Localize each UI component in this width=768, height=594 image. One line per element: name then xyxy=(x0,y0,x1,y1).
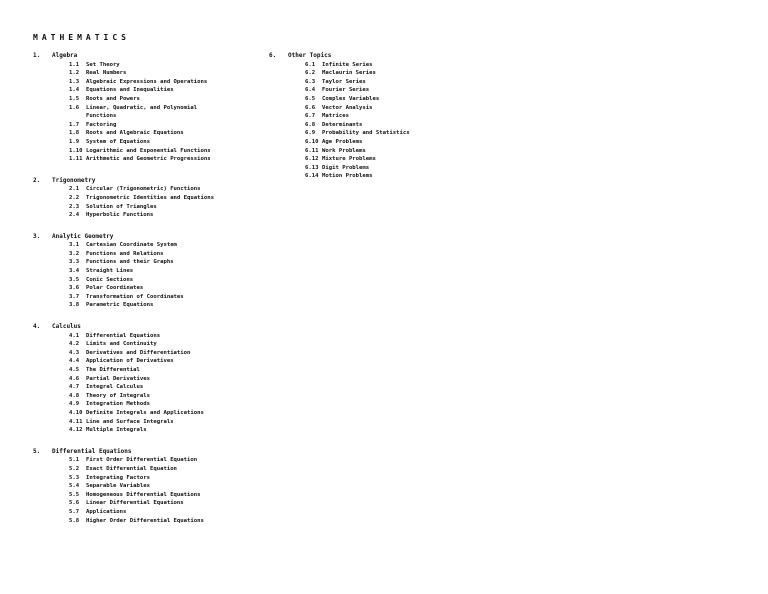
topic-item[interactable] xyxy=(33,267,268,276)
topic-number: 6.11 xyxy=(305,147,319,154)
topic-item[interactable] xyxy=(33,129,268,138)
topic-item[interactable] xyxy=(33,104,268,121)
topic-label: Homogeneous Differential Equations xyxy=(86,491,201,498)
section xyxy=(33,177,268,220)
topic-label: Straight Lines xyxy=(86,268,134,275)
section-number: 2. xyxy=(33,176,41,184)
topic-number: 3.5 xyxy=(69,276,80,283)
section-title: Differential Equations xyxy=(52,447,132,455)
topic-item[interactable] xyxy=(269,164,469,173)
topic-label: Partial Derivatives xyxy=(86,375,150,382)
topic-label: Application of Derivatives xyxy=(86,358,174,365)
topic-number: 4.9 xyxy=(69,401,80,408)
topic-item[interactable] xyxy=(269,138,469,147)
topic-item[interactable] xyxy=(33,250,268,259)
topic-item[interactable] xyxy=(33,185,268,194)
topic-label: Motion Problems xyxy=(322,173,373,180)
topic-label: Complex Variables xyxy=(322,95,380,102)
topic-number: 4.5 xyxy=(69,367,80,373)
topic-item[interactable] xyxy=(33,95,268,104)
topic-number: 1.11 xyxy=(69,156,83,163)
topic-item[interactable] xyxy=(33,147,268,156)
topic-label: Set Theory xyxy=(86,61,120,68)
topic-label: Transformation of Coordinates xyxy=(86,293,184,300)
section-heading[interactable] xyxy=(33,177,268,186)
topic-number: 6.6 xyxy=(305,104,316,111)
topic-item[interactable] xyxy=(269,61,469,70)
topic-number: 2.3 xyxy=(69,203,80,210)
topic-item[interactable] xyxy=(33,474,268,483)
topic-item[interactable] xyxy=(33,456,268,465)
topic-item[interactable] xyxy=(269,121,469,130)
topic-item[interactable] xyxy=(33,508,268,517)
topic-number: 6.10 xyxy=(305,138,319,145)
topic-item[interactable] xyxy=(33,375,268,384)
topic-item[interactable] xyxy=(33,383,268,392)
topic-item[interactable] xyxy=(269,95,469,104)
topic-item[interactable] xyxy=(33,400,268,409)
topic-item[interactable] xyxy=(33,349,268,358)
topic-number: 5.2 xyxy=(69,465,80,472)
topic-number: 4.4 xyxy=(69,358,80,365)
topic-number: 6.3 xyxy=(305,78,316,85)
topic-number: 1.5 xyxy=(69,95,80,102)
topic-number: 1.8 xyxy=(69,130,80,137)
topic-number: 4.6 xyxy=(69,375,80,382)
topic-number: 1.10 xyxy=(69,147,83,154)
topic-number: 4.8 xyxy=(69,392,80,399)
topic-label: Digit Problems xyxy=(322,164,370,171)
topic-item[interactable] xyxy=(33,357,268,366)
section-title: Calculus xyxy=(52,323,81,331)
topic-number: 4.7 xyxy=(69,384,80,391)
topic-number: 4.3 xyxy=(69,349,80,356)
topic-label: Maclaurin Series xyxy=(322,70,376,77)
topic-item[interactable] xyxy=(33,203,268,212)
topic-label: Infinite Series xyxy=(322,61,373,68)
topic-number: 5.8 xyxy=(69,517,80,524)
topic-number: 5.6 xyxy=(69,500,80,507)
topic-item[interactable] xyxy=(33,392,268,401)
topic-label: Roots and Powers xyxy=(86,95,140,102)
topic-number: 5.4 xyxy=(69,483,80,490)
left-column xyxy=(33,52,268,538)
topic-number: 4.10 xyxy=(69,409,83,416)
topic-list xyxy=(269,61,469,181)
topic-label: First Order Differential Equation xyxy=(86,457,198,464)
topic-label: Factoring xyxy=(86,121,117,128)
section-heading[interactable] xyxy=(33,52,268,61)
section-heading[interactable] xyxy=(33,233,268,242)
page-title: MATHEMATICS xyxy=(33,33,130,42)
topic-item[interactable] xyxy=(269,78,469,87)
section-title: Algebra xyxy=(52,52,78,59)
section-title: Trigonometry xyxy=(52,176,96,184)
topic-item[interactable] xyxy=(33,69,268,78)
topic-number: 4.2 xyxy=(69,341,80,348)
section-title: Other Topics xyxy=(288,52,332,59)
topic-label: Probability and Statistics xyxy=(322,130,410,137)
topic-number: 1.6 xyxy=(69,104,80,111)
topic-item[interactable] xyxy=(33,418,268,427)
topic-list xyxy=(33,61,268,164)
topic-item[interactable] xyxy=(269,104,469,113)
topic-label: Algebraic Expressions and Operations xyxy=(86,78,208,85)
topic-number: 6.5 xyxy=(305,95,316,102)
section xyxy=(269,52,469,181)
topic-list xyxy=(33,185,268,219)
topic-item[interactable] xyxy=(33,138,268,147)
topic-number: 4.1 xyxy=(69,332,80,339)
topic-label: Vector Analysis xyxy=(322,104,373,111)
topic-list xyxy=(33,241,268,310)
topic-item[interactable] xyxy=(33,332,268,341)
topic-label: Matrices xyxy=(322,113,349,120)
topic-number: 3.7 xyxy=(69,293,80,300)
topic-number: 6.13 xyxy=(305,164,319,171)
topic-label: Real Numbers xyxy=(86,70,127,77)
topic-number: 6.1 xyxy=(305,61,316,68)
topic-label: Functions and Relations xyxy=(86,250,164,257)
topic-number: 1.7 xyxy=(69,121,80,128)
topic-number: 1.2 xyxy=(69,70,80,77)
topic-number: 2.4 xyxy=(69,212,80,219)
topic-item[interactable] xyxy=(33,499,268,508)
topic-item[interactable] xyxy=(33,340,268,349)
topic-label: System of Equations xyxy=(86,138,150,145)
topic-item[interactable] xyxy=(33,366,268,375)
topic-label: Higher Order Differential Equations xyxy=(86,517,204,524)
topic-item[interactable] xyxy=(33,517,268,526)
topic-number: 6.4 xyxy=(305,87,316,94)
topic-label: Determinants xyxy=(322,121,363,128)
topic-label: Integral Calculus xyxy=(86,384,144,391)
topic-number: 1.3 xyxy=(69,78,80,85)
topic-number: 3.2 xyxy=(69,250,80,257)
topic-label: Theory of Integrals xyxy=(86,392,150,399)
topic-label: Linear Differential Equations xyxy=(86,500,184,507)
topic-label: Functions and their Graphs xyxy=(86,259,174,266)
topic-number: 5.5 xyxy=(69,491,80,498)
topic-list xyxy=(33,332,268,435)
topic-label: Trigonometric Identities and Equations xyxy=(86,194,214,201)
topic-number: 6.14 xyxy=(305,173,319,180)
section xyxy=(33,233,268,310)
topic-item[interactable] xyxy=(269,129,469,138)
topic-item[interactable] xyxy=(33,426,268,435)
topic-number: 5.7 xyxy=(69,508,80,515)
topic-label: Equations and Inequalities xyxy=(86,87,174,94)
topic-number: 2.1 xyxy=(69,186,80,193)
topic-label: Line and Surface Integrals xyxy=(86,418,174,425)
topic-item[interactable] xyxy=(33,465,268,474)
topic-item[interactable] xyxy=(269,69,469,78)
topic-number: 3.4 xyxy=(69,268,80,275)
topic-label: Conic Sections xyxy=(86,276,134,283)
topic-item[interactable] xyxy=(33,409,268,418)
topic-item[interactable] xyxy=(33,78,268,87)
topic-item[interactable] xyxy=(33,491,268,500)
topic-label: Definite Integrals and Applications xyxy=(86,409,204,416)
topic-number: 6.12 xyxy=(305,156,319,163)
section-number: 6. xyxy=(269,52,277,59)
topic-item[interactable] xyxy=(33,121,268,130)
section-heading[interactable] xyxy=(33,323,268,332)
topic-label: Applications xyxy=(86,508,127,515)
topic-label: Multiple Integrals xyxy=(86,427,147,434)
section-title: Analytic Geometry xyxy=(52,232,114,240)
section-number: 3. xyxy=(33,232,41,240)
topic-number: 6.7 xyxy=(305,113,316,120)
topic-number: 1.1 xyxy=(69,61,80,68)
topic-label: Limits and Continuity xyxy=(86,341,157,348)
section xyxy=(33,52,268,164)
topic-number: 4.12 xyxy=(69,427,83,434)
topic-item[interactable] xyxy=(33,293,268,302)
topic-item[interactable] xyxy=(269,112,469,121)
section-number: 1. xyxy=(33,52,41,59)
topic-label: Roots and Algebraic Equations xyxy=(86,130,184,137)
topic-label: Linear, Quadratic, and Polynomial Functions xyxy=(86,104,198,120)
topic-item[interactable] xyxy=(33,258,268,267)
topic-item[interactable] xyxy=(269,155,469,164)
topic-label: Separable Variables xyxy=(86,483,150,490)
topic-number: 6.2 xyxy=(305,70,316,77)
topic-number: 3.6 xyxy=(69,285,80,292)
topic-number: 3.1 xyxy=(69,242,80,249)
right-column xyxy=(269,52,469,194)
topic-label: Derivatives and Differentiation xyxy=(86,349,191,356)
topic-number: 2.2 xyxy=(69,194,80,201)
topic-label: Fourier Series xyxy=(322,87,370,94)
topic-label: Polar Coordinates xyxy=(86,285,144,292)
topic-label: Logarithmic and Exponential Functions xyxy=(86,147,211,154)
section-number: 4. xyxy=(33,323,41,331)
topic-label: Integration Methods xyxy=(86,401,150,408)
topic-label: The Differential xyxy=(86,367,140,373)
topic-label: Differential Equations xyxy=(86,332,161,339)
topic-item[interactable] xyxy=(33,284,268,293)
topic-label: Integrating Factors xyxy=(86,474,150,481)
topic-label: Age Problems xyxy=(322,138,363,145)
topic-item[interactable] xyxy=(33,301,268,310)
topic-list xyxy=(33,456,268,525)
section-heading[interactable] xyxy=(269,52,469,61)
topic-label: Work Problems xyxy=(322,147,366,154)
topic-label: Arithmetic and Geometric Progressions xyxy=(86,156,211,163)
topic-item[interactable] xyxy=(33,276,268,285)
topic-label: Hyperbolic Functions xyxy=(86,212,154,219)
section xyxy=(33,448,268,525)
section xyxy=(33,323,268,435)
section-number: 5. xyxy=(33,447,41,455)
topic-item[interactable] xyxy=(33,86,268,95)
topic-item[interactable] xyxy=(269,172,469,181)
topic-label: Taylor Series xyxy=(322,78,366,85)
topic-label: Solution of Triangles xyxy=(86,203,157,210)
topic-item[interactable] xyxy=(269,86,469,95)
topic-number: 3.8 xyxy=(69,302,80,309)
topic-number: 5.3 xyxy=(69,474,80,481)
topic-number: 6.8 xyxy=(305,121,316,128)
topic-number: 3.3 xyxy=(69,259,80,266)
topic-label: Parametric Equations xyxy=(86,302,154,309)
topic-item[interactable] xyxy=(33,155,268,164)
topic-label: Exact Differential Equation xyxy=(86,465,177,472)
topic-label: Mixture Problems xyxy=(322,156,376,163)
topic-label: Circular (Trigonometric) Functions xyxy=(86,186,201,193)
topic-item[interactable] xyxy=(33,482,268,491)
topic-item[interactable] xyxy=(269,147,469,156)
topic-number: 1.4 xyxy=(69,87,80,94)
topic-item[interactable] xyxy=(33,61,268,70)
topic-label: Cartesian Coordinate System xyxy=(86,242,177,249)
topic-item[interactable] xyxy=(33,241,268,250)
topic-number: 5.1 xyxy=(69,457,80,464)
topic-number: 1.9 xyxy=(69,138,80,145)
topic-number: 4.11 xyxy=(69,418,83,425)
topic-item[interactable] xyxy=(33,194,268,203)
section-heading[interactable] xyxy=(33,448,268,457)
topic-number: 6.9 xyxy=(305,130,316,137)
topic-item[interactable] xyxy=(33,211,268,220)
